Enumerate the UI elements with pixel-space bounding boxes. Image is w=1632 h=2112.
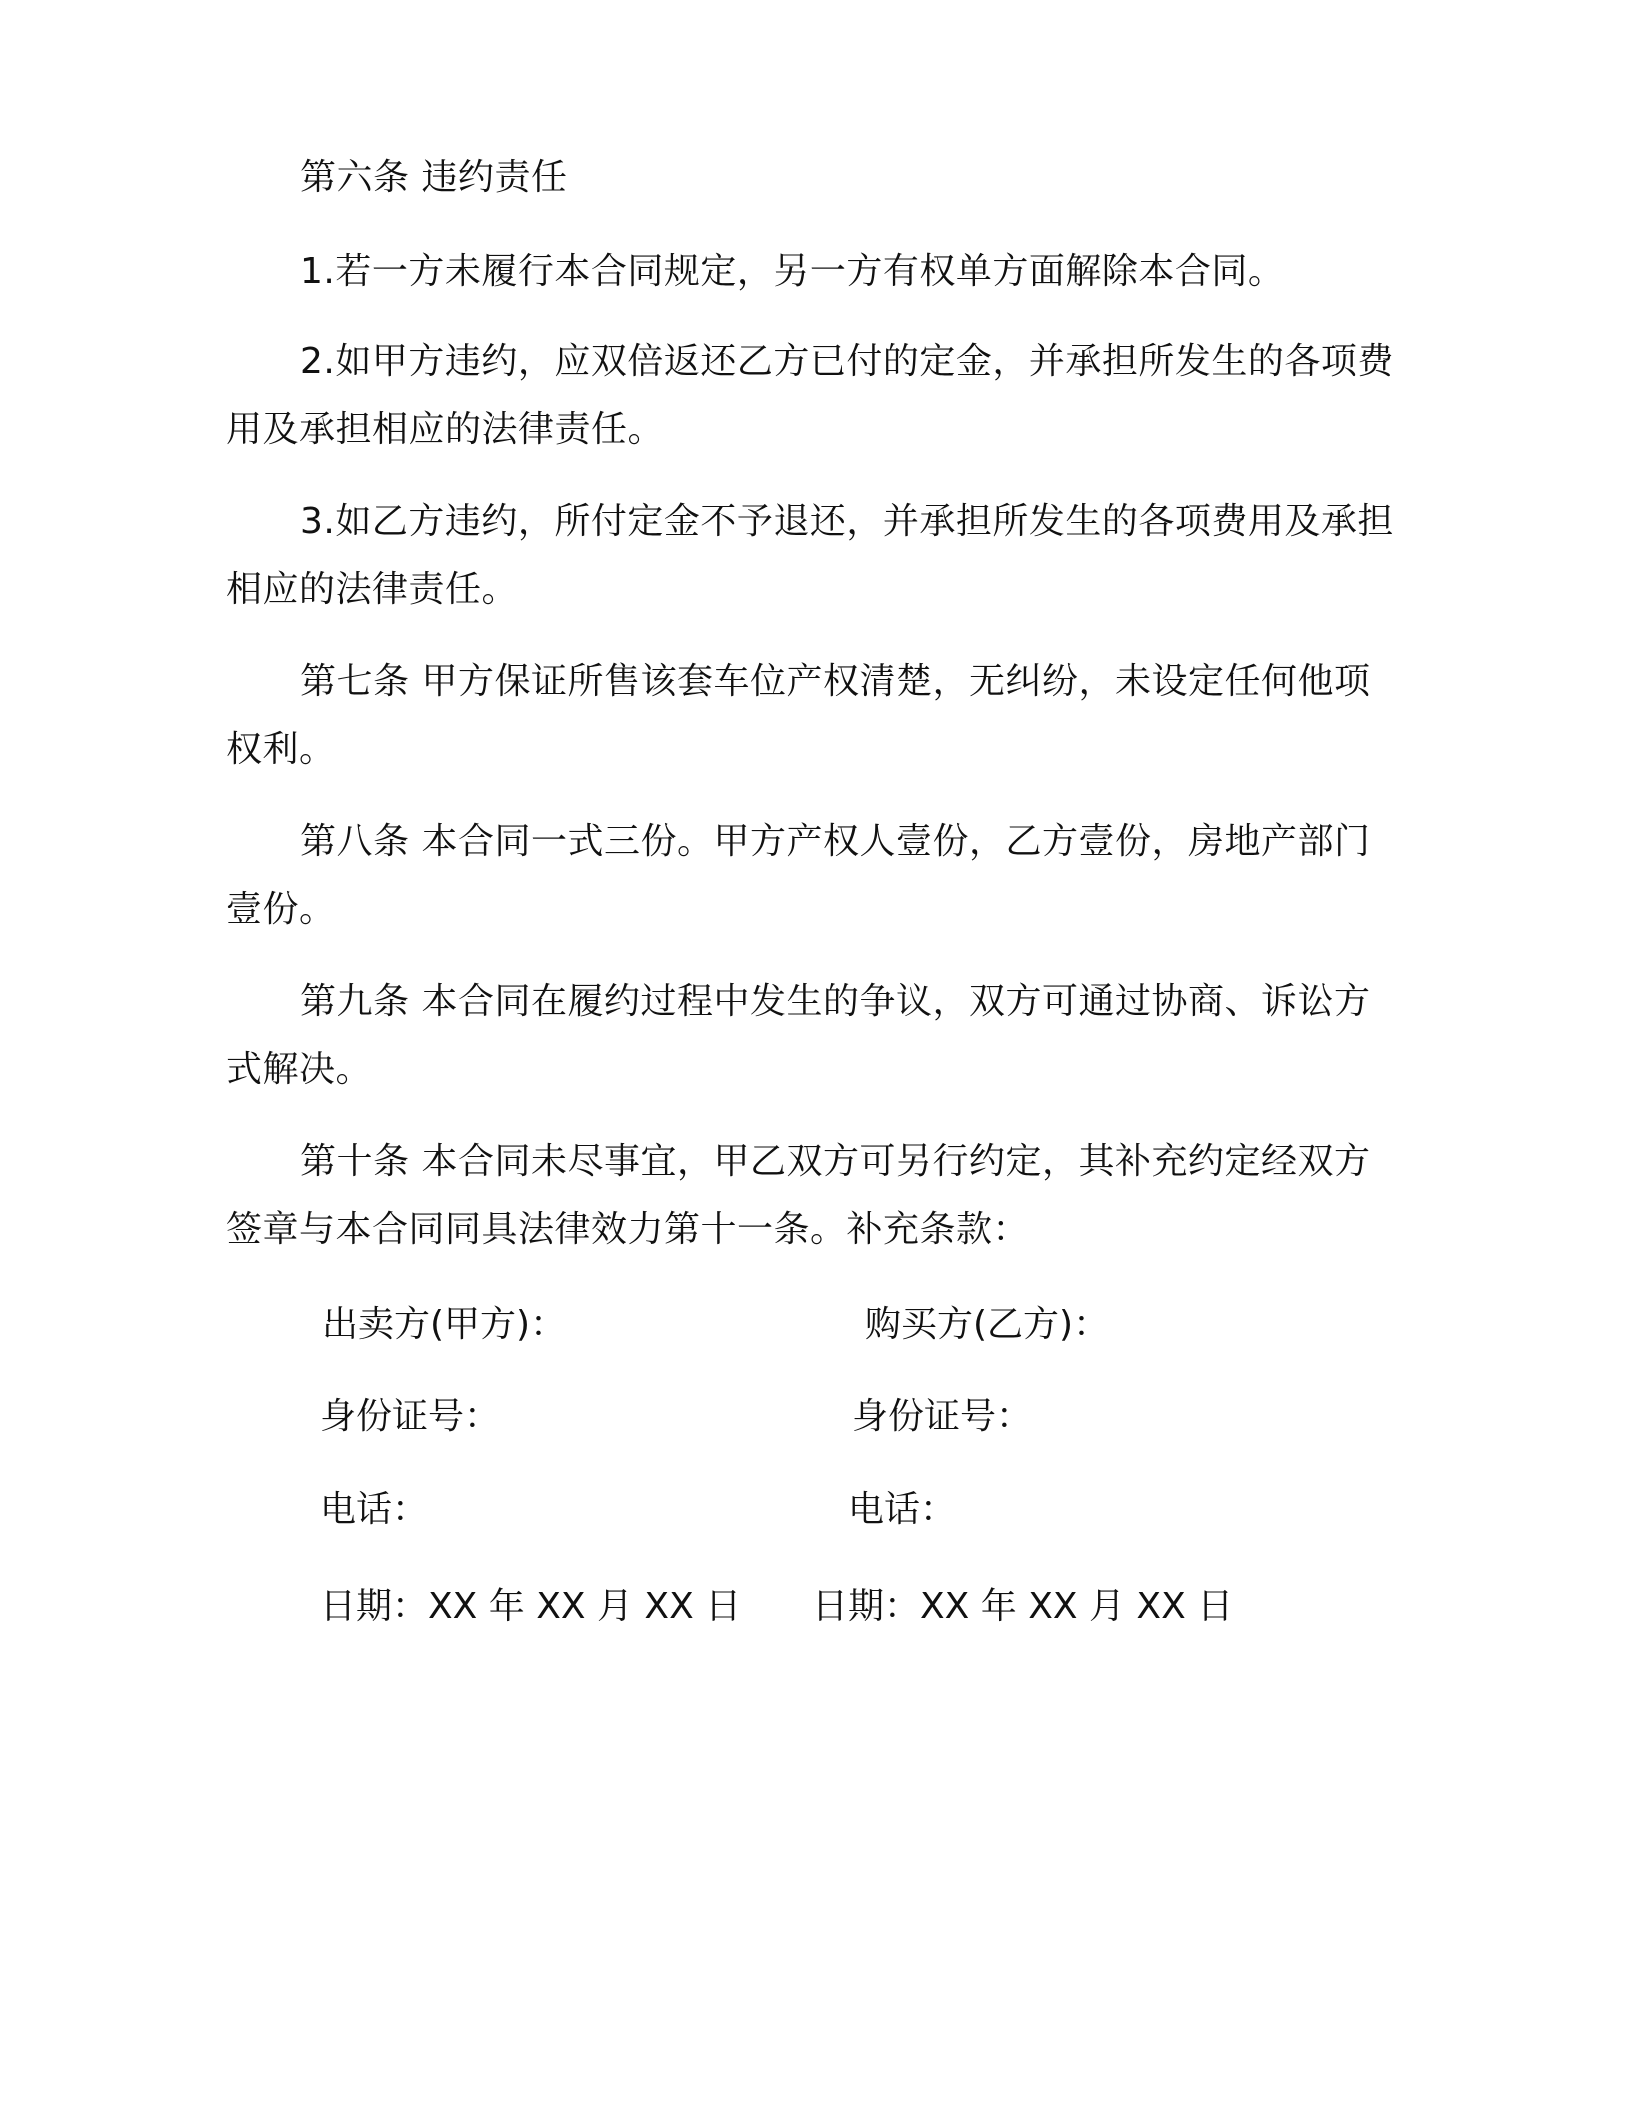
seller-party-label: 出卖方(甲方)： (322, 1304, 567, 1345)
article-8: 第八条 本合同一式三份。甲方产权人壹份，乙方壹份，房地产部门壹份。 (226, 821, 1371, 930)
buyer-id-label: 身份证号： (852, 1396, 1033, 1437)
seller-phone-label: 电话： (320, 1489, 429, 1530)
seller-id-label: 身份证号： (320, 1396, 501, 1437)
article-10: 第十条 本合同未尽事宜，甲乙双方可另行约定，其补充约定经双方签章与本合同同具法律效力第十一条。补充条款： (226, 1141, 1371, 1250)
buyer-party-label: 购买方(乙方)： (865, 1304, 1110, 1345)
article-7: 第七条 甲方保证所售该套车位产权清楚，无纠纷，未设定任何他项权利。 (226, 661, 1371, 770)
buyer-phone-label: 电话： (848, 1489, 957, 1530)
clause-2: 2.如甲方违约，应双倍返还乙方已付的定金，并承担所发生的各项费用及承担相应的法律责任。 (226, 341, 1394, 450)
clause-3: 3.如乙方违约，所付定金不予退还，并承担所发生的各项费用及承担相应的法律责任。 (226, 501, 1394, 610)
clause-1: 1.若一方未履行本合同规定，另一方有权单方面解除本合同。 (300, 251, 1285, 292)
buyer-date-label: 日期：XX 年 XX 月 XX 日 (812, 1586, 1234, 1627)
article-6-heading: 第六条 违约责任 (300, 157, 568, 198)
seller-date-label: 日期：XX 年 XX 月 XX 日 (320, 1586, 742, 1627)
article-9: 第九条 本合同在履约过程中发生的争议，双方可通过协商、诉讼方式解决。 (226, 981, 1371, 1090)
